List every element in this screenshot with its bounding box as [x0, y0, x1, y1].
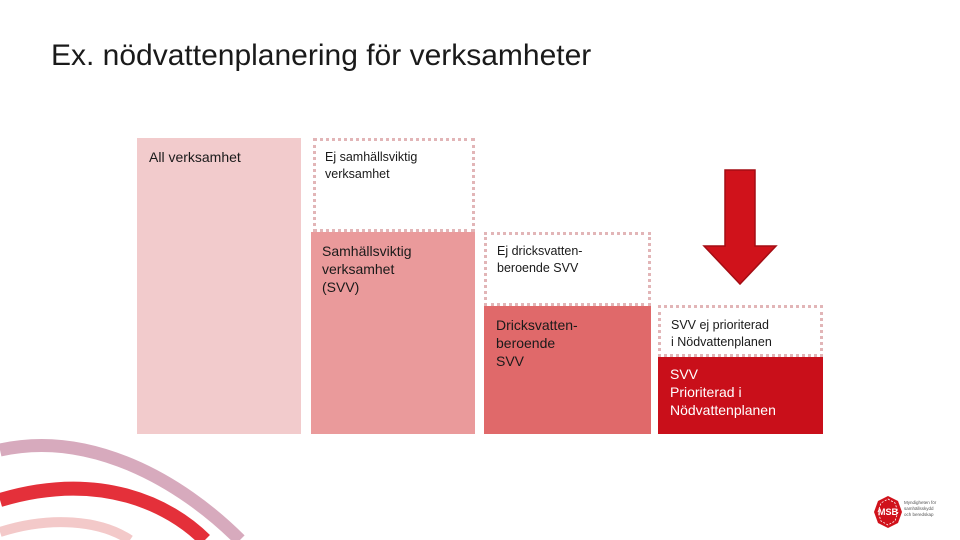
logo-mark: MSB	[878, 507, 898, 517]
prioritized-block	[658, 357, 823, 434]
non-water-dependent-block	[484, 232, 651, 306]
water-dependent-label: Dricksvatten- beroende SVV	[496, 317, 578, 369]
non-critical-operations-block	[313, 138, 475, 232]
not-prioritized-block	[658, 305, 823, 357]
all-operations-block	[137, 138, 301, 434]
critical-operations-label: Samhällsviktig verksamhet (SVV)	[322, 243, 412, 295]
water-dependent-block	[484, 306, 651, 434]
critical-operations-block	[311, 232, 475, 434]
decorative-swoosh	[0, 420, 300, 540]
all-operations-label: All verksamhet	[149, 149, 241, 165]
non-critical-operations-label: Ej samhällsviktig verksamhet	[325, 150, 418, 181]
page-title: Ex. nödvattenplanering för verksamheter	[51, 39, 592, 72]
down-arrow-icon	[700, 168, 780, 288]
non-water-dependent-label: Ej dricksvatten- beroende SVV	[497, 244, 583, 275]
prioritized-label: SVV Prioriterad i Nödvattenplanen	[670, 366, 776, 418]
logo-text: Myndigheten för samhällsskydd och beredskap	[904, 500, 937, 517]
not-prioritized-label: SVV ej prioriterad i Nödvattenplanen	[671, 318, 772, 349]
